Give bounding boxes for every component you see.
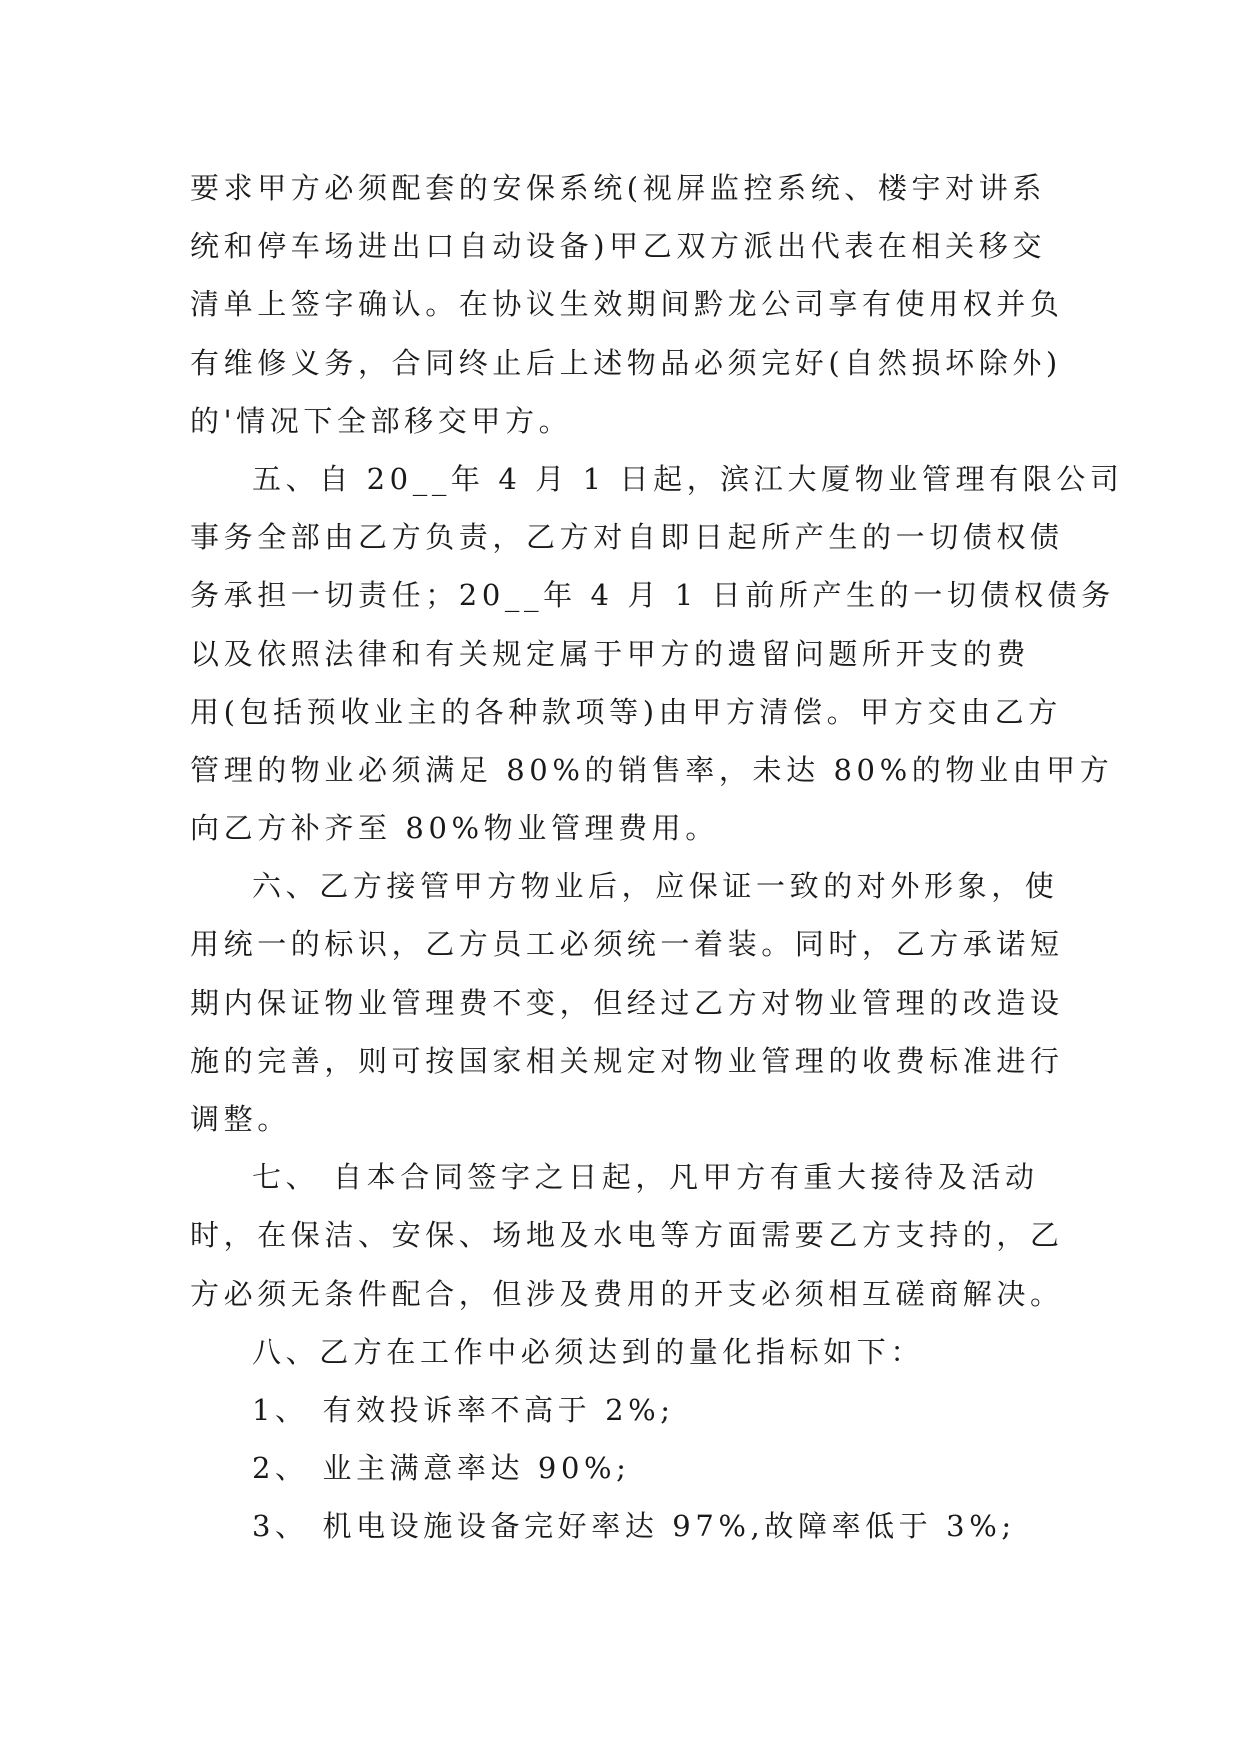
- paragraph-clause-six: [190, 857, 1064, 1148]
- text-line: 八、乙方在工作中必须达到的量化指标如下：: [252, 1334, 925, 1369]
- text-line: 有维修义务，合同终止后上述物品必须完好(自然损坏除外): [190, 345, 1062, 380]
- text-line: 清单上签字确认。在协议生效期间黔龙公司享有使用权并负: [190, 287, 1064, 322]
- text-line: 统和停车场进出口自动设备)甲乙双方派出代表在相关移交: [190, 229, 1046, 264]
- text-line: 施的完善，则可按国家相关规定对物业管理的收费标准进行: [190, 1043, 1064, 1078]
- text-line: 六、乙方接管甲方物业后，应保证一致的对外形象，使: [252, 869, 1059, 904]
- text-line: 方必须无条件配合，但涉及费用的开支必须相互磋商解决。: [190, 1276, 1064, 1311]
- text-line: 调整。: [190, 1102, 291, 1136]
- text-line: 向乙方补齐至 80%物业管理费用。: [190, 811, 719, 846]
- text-line: 1、 有效投诉率不高于 2%;: [252, 1392, 675, 1427]
- text-line: 务承担一切责任；20__年 4 月 1 日前所产生的一切债权债务: [190, 578, 1115, 613]
- text-line: 的'情况下全部移交甲方。: [190, 403, 573, 438]
- text-line: 2、 业主满意率达 90%;: [252, 1451, 631, 1486]
- text-line: 3、 机电设施设备完好率达 97%,故障率低于 3%;: [252, 1509, 1016, 1544]
- document-page: [190, 159, 1124, 1556]
- list-item-equipment-rate: [190, 1497, 1052, 1555]
- text-line: 管理的物业必须满足 80%的销售率，未达 80%的物业由甲方: [190, 752, 1114, 787]
- text-line: 事务全部由乙方负责，乙方对自即日起所产生的一切债权债: [190, 520, 1064, 555]
- text-line: 时，在保洁、安保、场地及水电等方面需要乙方支持的，乙: [190, 1218, 1064, 1253]
- paragraph-clause-five: [190, 450, 1124, 857]
- text-line: 五、自 20__年 4 月 1 日起，滨江大厦物业管理有限公司: [252, 461, 1124, 496]
- text-line: 用(包括预收业主的各种款项等)由甲方清偿。甲方交由乙方: [190, 694, 1062, 729]
- paragraph-clause-seven: [190, 1148, 1064, 1323]
- text-line: 用统一的标识，乙方员工必须统一着装。同时，乙方承诺短: [190, 927, 1064, 962]
- text-line: 要求甲方必须配套的安保系统(视屏监控系统、楼宇对讲系: [190, 171, 1046, 205]
- text-line: 七、 自本合同签字之日起，凡甲方有重大接待及活动: [252, 1160, 1039, 1195]
- paragraph-handover-clause: [190, 159, 1064, 450]
- text-line: 以及依照法律和有关规定属于甲方的遗留问题所开支的费: [190, 636, 1031, 671]
- paragraph-clause-eight: [190, 1323, 1052, 1381]
- text-line: 期内保证物业管理费不变，但经过乙方对物业管理的改造设: [190, 985, 1064, 1020]
- list-item-satisfaction-rate: [190, 1439, 1052, 1497]
- list-item-complaint-rate: [190, 1381, 1052, 1439]
